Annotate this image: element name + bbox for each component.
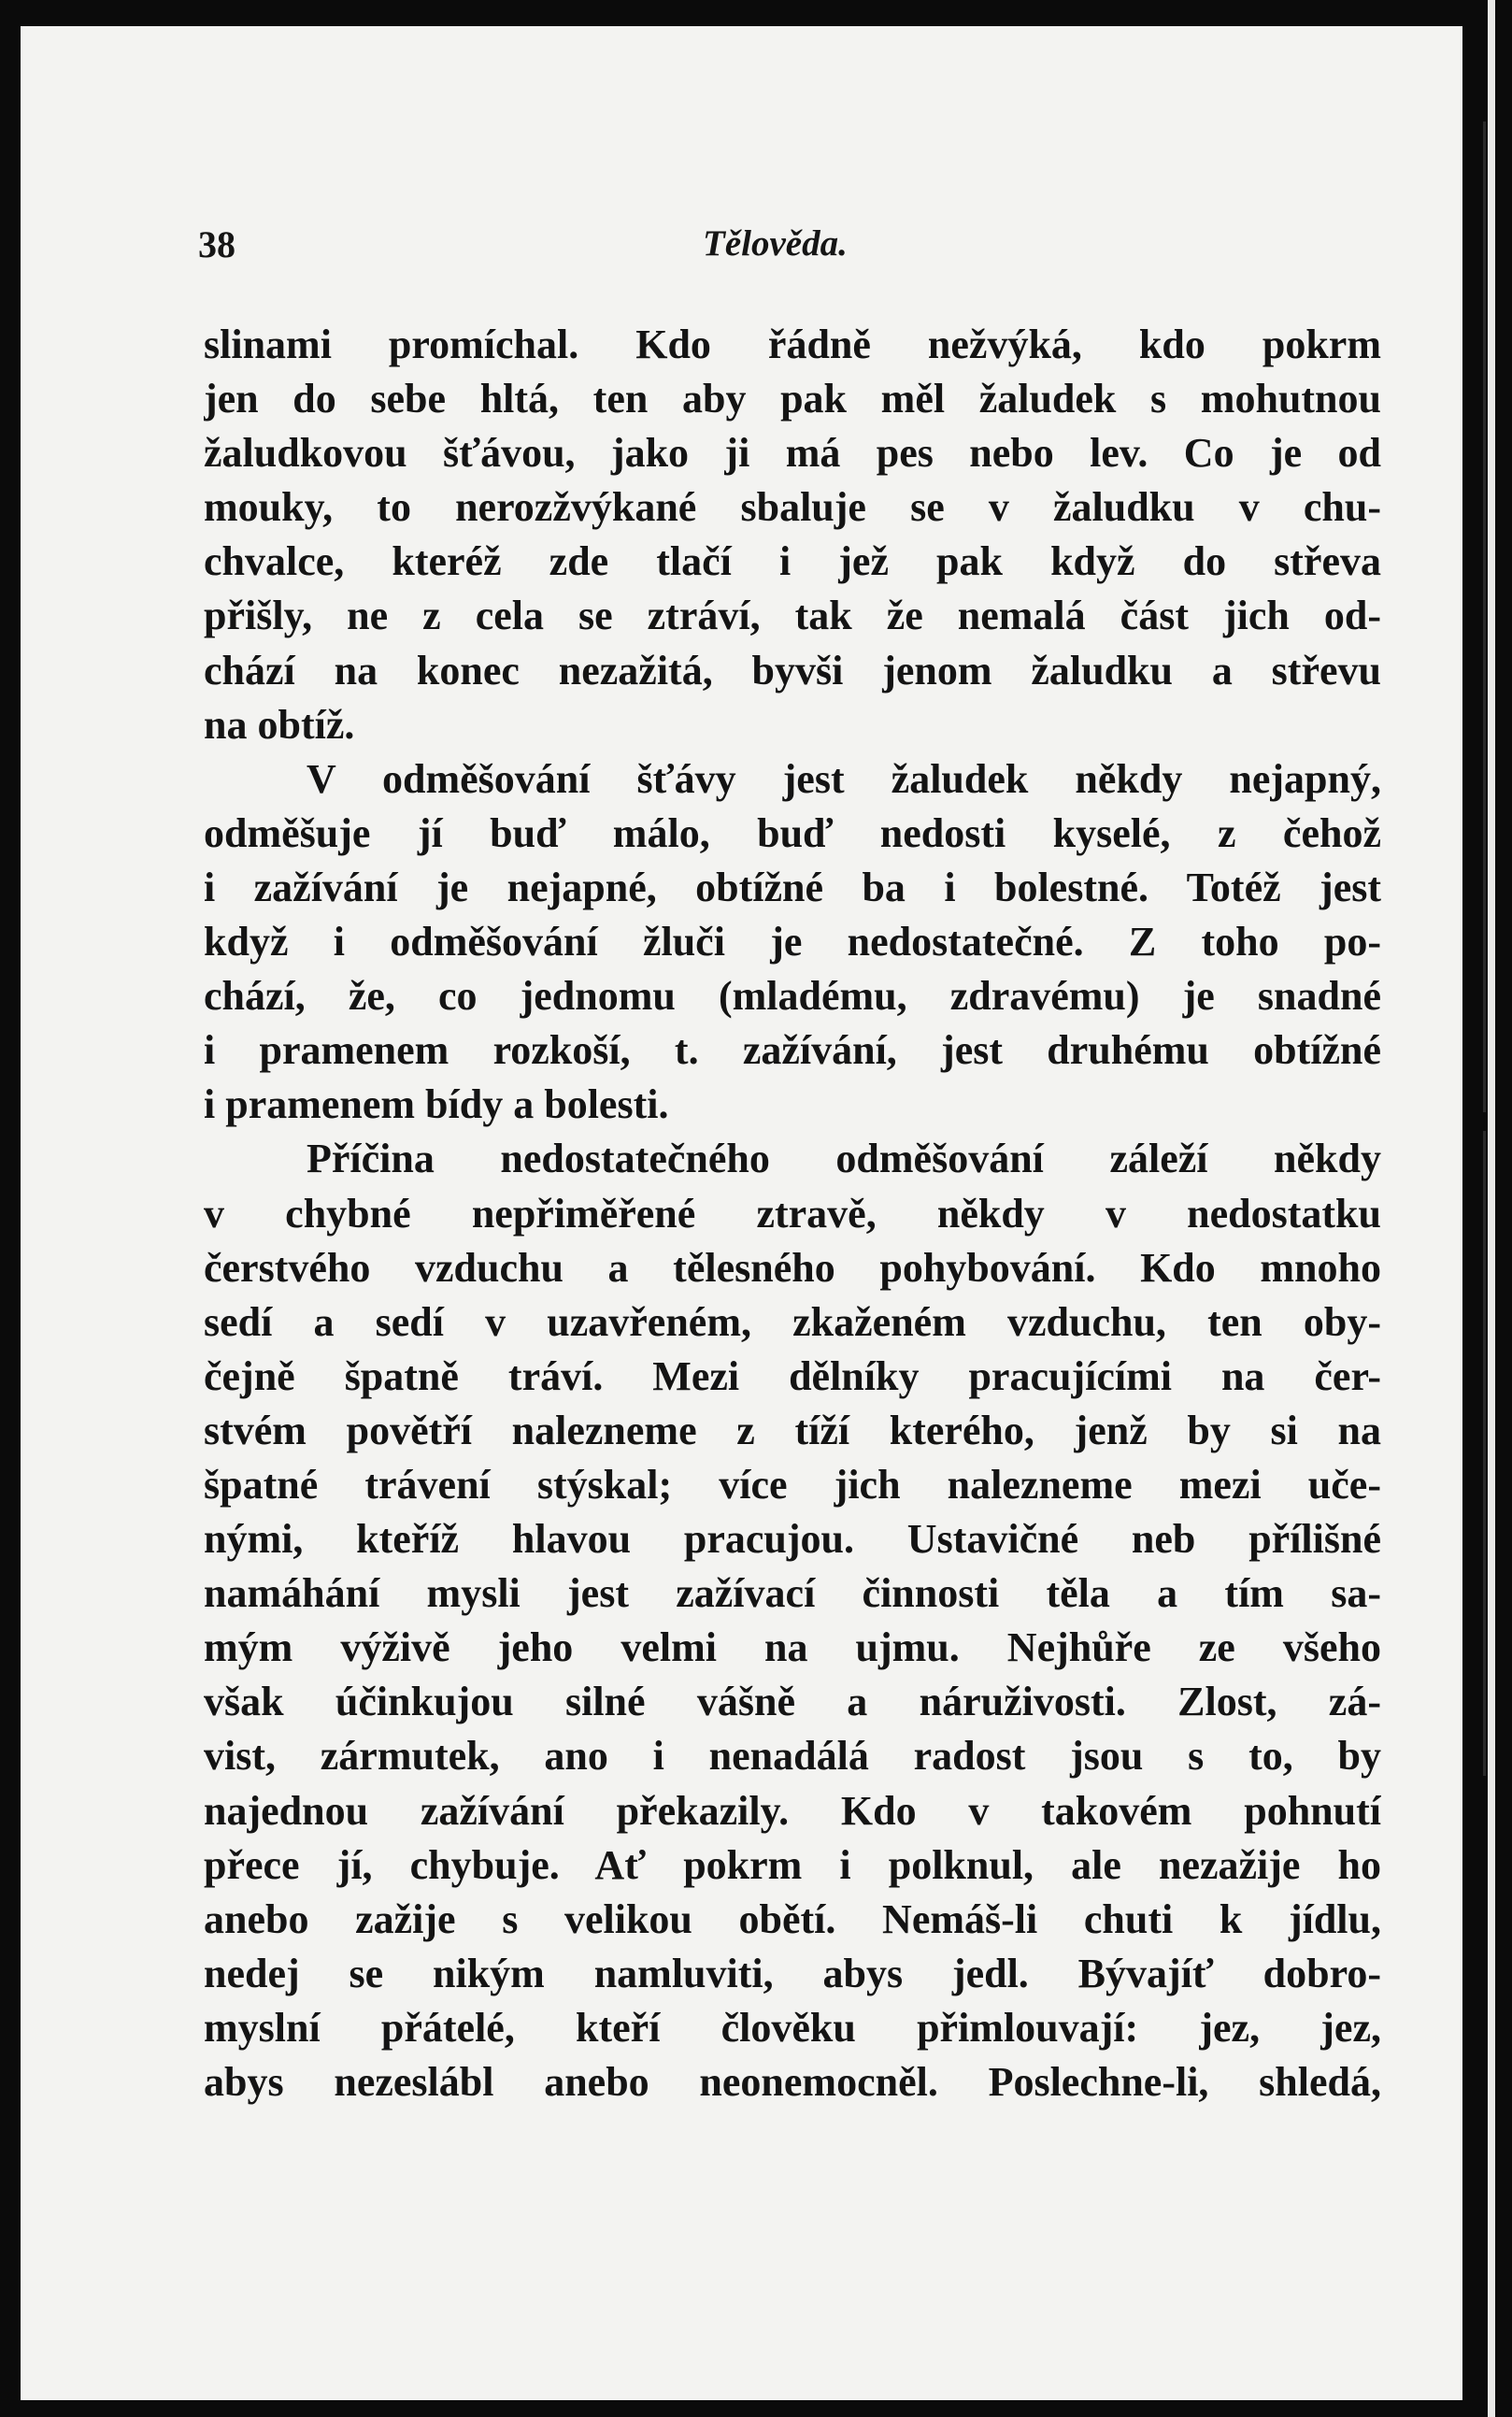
- text-line: nými, kteříž hlavou pracujou. Ustavičné neb přílišné: [204, 1516, 1381, 1563]
- text-line: i zažívání je nejapné, obtížné ba i bolestné. Totéž jest: [204, 864, 1381, 910]
- text-line: jen do sebe hltá, ten aby pak měl žaludek s mohutnou: [204, 376, 1381, 422]
- text-line: najednou zažívání překazily. Kdo v takovém pohnutí: [204, 1787, 1381, 1834]
- text-line: v chybné nepřiměřené ztravě, někdy v nedostatku: [204, 1190, 1381, 1237]
- body-text: [204, 318, 1381, 2110]
- text-line: anebo zažije s velikou obětí. Nemáš-li chuti k jídlu,: [204, 1895, 1381, 1942]
- paragraph-1: [204, 318, 1381, 752]
- text-line: mým výživě jeho velmi na ujmu. Nejhůře ze všeho: [204, 1624, 1381, 1671]
- text-line: odměšuje jí buď málo, buď nedosti kyselé, z čehož: [204, 809, 1381, 856]
- text-line: V odměšování šťávy jest žaludek někdy nejapný,: [307, 755, 1381, 802]
- text-line: čejně špatně tráví. Mezi dělníky pracujícími na čer-: [204, 1352, 1381, 1399]
- book-page: [21, 26, 1462, 2400]
- text-line: chází na konec nezažitá, byvši jenom žaludku a střevu: [204, 647, 1381, 694]
- text-line: i pramenem rozkoší, t. zažívání, jest druhému obtížné: [204, 1027, 1381, 1074]
- text-line: slinami promíchal. Kdo řádně nežvýká, kdo pokrm: [204, 322, 1381, 367]
- text-line: mouky, to nerozžvýkané sbaluje se v žaludku v chu-: [204, 484, 1381, 531]
- text-line: stvém povětří nalezneme z tíží kterého, jenž by si na: [204, 1407, 1381, 1453]
- text-line: přece jí, chybuje. Ať pokrm i polknul, ale nezažije ho: [204, 1841, 1381, 1888]
- binding-shadow-line: [1483, 122, 1486, 1112]
- page-header: [198, 222, 1413, 279]
- text-line: na obtíž.: [204, 701, 355, 748]
- text-line: špatné trávení stýskal; více jich nalezneme mezi uče-: [204, 1461, 1381, 1508]
- text-line: i pramenem bídy a bolesti.: [204, 1081, 669, 1128]
- text-line: abys nezeslábl anebo neonemocněl. Poslechne-li, shledá,: [204, 2059, 1381, 2105]
- text-line: namáhání mysli jest zažívací činnosti těla a tím sa-: [204, 1570, 1381, 1617]
- paragraph-2: [204, 752, 1381, 1133]
- text-line: Příčina nedostatečného odměšování záleží někdy: [307, 1136, 1381, 1182]
- text-line: však účinkujou silné vášně a náruživosti. Zlost, zá-: [204, 1679, 1381, 1725]
- facing-page-edge: [1488, 0, 1495, 2417]
- running-title: Tělověda.: [703, 223, 848, 264]
- text-line: když i odměšování žluči je nedostatečné. Z toho po-: [204, 919, 1381, 965]
- text-line: sedí a sedí v uzavřeném, zkaženém vzduchu, ten oby-: [204, 1298, 1381, 1345]
- binding-shadow-line: [1483, 1131, 1486, 1776]
- text-line: chvalce, kteréž zde tlačí i jež pak když do střeva: [204, 538, 1381, 585]
- text-line: čerstvého vzduchu a tělesného pohybování. Kdo mnoho: [204, 1244, 1381, 1291]
- text-line: myslní přátelé, kteří člověku přimlouvají: jez, jez,: [204, 2004, 1381, 2051]
- page-number: 38: [198, 223, 235, 265]
- paragraph-3: [204, 1132, 1381, 2110]
- text-line: nedej se nikým namluviti, abys jedl. Bývajíť dobro-: [204, 1950, 1381, 1996]
- text-line: žaludkovou šťávou, jako ji má pes nebo lev. Co je od: [204, 430, 1381, 477]
- text-line: chází, že, co jednomu (mladému, zdravému) je snadné: [204, 973, 1381, 1020]
- text-line: vist, zármutek, ano i nenadálá radost jsou s to, by: [204, 1733, 1381, 1780]
- text-line: přišly, ne z cela se ztráví, tak že nemalá část jich od-: [204, 593, 1381, 639]
